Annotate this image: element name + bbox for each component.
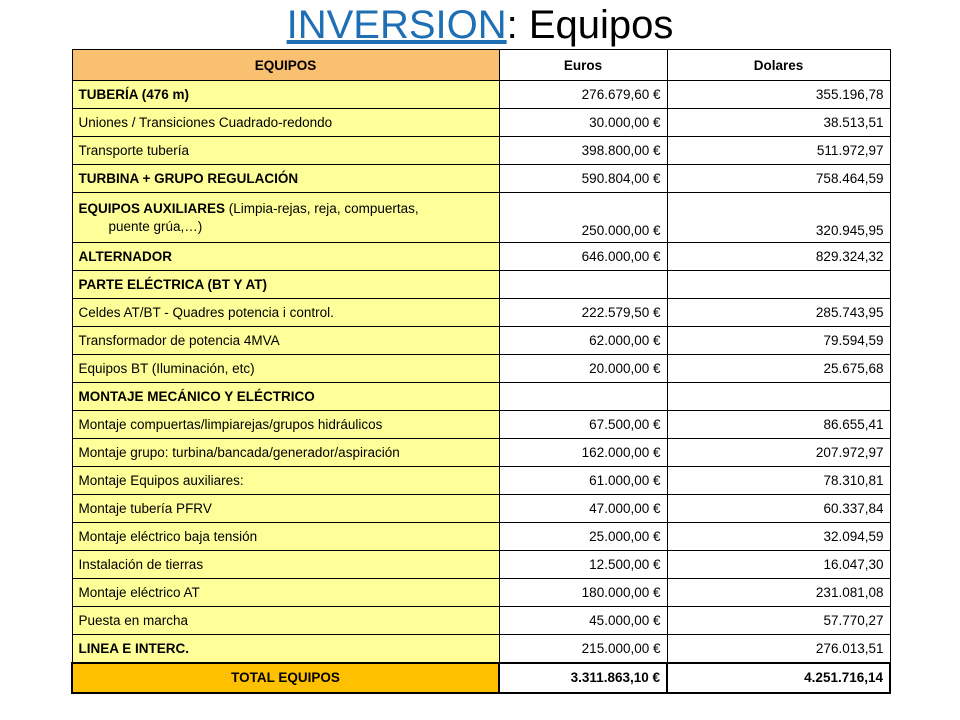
- row-euros: 20.000,00 €: [499, 355, 667, 383]
- row-label: Montaje grupo: turbina/bancada/generador/aspiración: [72, 439, 499, 467]
- row-label: Uniones / Transiciones Cuadrado-redondo: [72, 109, 499, 137]
- row-euros: [499, 383, 667, 411]
- header-euros: Euros: [499, 50, 667, 81]
- row-euros: [499, 271, 667, 299]
- table-row: [72, 165, 890, 193]
- row-euros: 276.679,60 €: [499, 81, 667, 109]
- row-euros: 45.000,00 €: [499, 607, 667, 635]
- row-label: PARTE ELÉCTRICA (BT Y AT): [72, 271, 499, 299]
- row-dolares: 38.513,51: [667, 109, 890, 137]
- row-label: [72, 193, 499, 243]
- table-row: [72, 355, 890, 383]
- row-euros: 590.804,00 €: [499, 165, 667, 193]
- table-row: [72, 495, 890, 523]
- page-title-rest: : Equipos: [506, 3, 674, 47]
- row-label: Montaje compuertas/limpiarejas/grupos hidráulicos: [72, 411, 499, 439]
- row-euros: 250.000,00 €: [499, 193, 667, 243]
- row-euros: 62.000,00 €: [499, 327, 667, 355]
- row-euros: 222.579,50 €: [499, 299, 667, 327]
- header-equipos: EQUIPOS: [72, 50, 499, 81]
- row-dolares: 285.743,95: [667, 299, 890, 327]
- row-dolares: 25.675,68: [667, 355, 890, 383]
- page-title: [0, 2, 960, 48]
- header-dolares: Dolares: [667, 50, 890, 81]
- row-label: TURBINA + GRUPO REGULACIÓN: [72, 165, 499, 193]
- row-euros: 25.000,00 €: [499, 523, 667, 551]
- table-row: [72, 299, 890, 327]
- row-euros: 12.500,00 €: [499, 551, 667, 579]
- row-euros: 30.000,00 €: [499, 109, 667, 137]
- row-label: Celdes AT/BT - Quadres potencia i control.: [72, 299, 499, 327]
- row-label: Instalación de tierras: [72, 551, 499, 579]
- row-dolares: [667, 383, 890, 411]
- total-row: [72, 663, 890, 693]
- row-dolares: 16.047,30: [667, 551, 890, 579]
- table-row: [72, 523, 890, 551]
- row-dolares: 511.972,97: [667, 137, 890, 165]
- row-label: Montaje Equipos auxiliares:: [72, 467, 499, 495]
- row-label: Transporte tubería: [72, 137, 499, 165]
- total-dolares: 4.251.716,14: [667, 663, 890, 693]
- row-dolares: 79.594,59: [667, 327, 890, 355]
- row-label: MONTAJE MECÁNICO Y ELÉCTRICO: [72, 383, 499, 411]
- row-label: Montaje eléctrico baja tensión: [72, 523, 499, 551]
- table-row: [72, 243, 890, 271]
- table-row: [72, 635, 890, 663]
- table-row: [72, 109, 890, 137]
- table-row: [72, 383, 890, 411]
- row-label: LINEA E INTERC.: [72, 635, 499, 663]
- row-dolares: 276.013,51: [667, 635, 890, 663]
- row-dolares: 829.324,32: [667, 243, 890, 271]
- row-euros: 47.000,00 €: [499, 495, 667, 523]
- row-dolares: 60.337,84: [667, 495, 890, 523]
- table-row: [72, 137, 890, 165]
- table-row: [72, 439, 890, 467]
- row-dolares: 758.464,59: [667, 165, 890, 193]
- row-label: Montaje tubería PFRV: [72, 495, 499, 523]
- row-euros: 180.000,00 €: [499, 579, 667, 607]
- row-label: Equipos BT (Iluminación, etc): [72, 355, 499, 383]
- row-dolares: 86.655,41: [667, 411, 890, 439]
- row-euros: 67.500,00 €: [499, 411, 667, 439]
- row-dolares: 231.081,08: [667, 579, 890, 607]
- row-dolares: 207.972,97: [667, 439, 890, 467]
- table-row: [72, 327, 890, 355]
- equipos-table: [71, 49, 891, 694]
- table-row: [72, 579, 890, 607]
- table-row: [72, 467, 890, 495]
- table-row: [72, 411, 890, 439]
- row-dolares: 78.310,81: [667, 467, 890, 495]
- row-label: Puesta en marcha: [72, 607, 499, 635]
- inversion-link[interactable]: INVERSION: [286, 3, 507, 47]
- row-label: ALTERNADOR: [72, 243, 499, 271]
- table-row: [72, 551, 890, 579]
- row-label-detail: (Limpia-rejas, reja, compuertas,: [225, 200, 419, 216]
- row-label-detail-continued: puente grúa,…): [108, 218, 203, 234]
- row-euros: 215.000,00 €: [499, 635, 667, 663]
- table-row: [72, 607, 890, 635]
- row-label-bold: EQUIPOS AUXILIARES: [78, 200, 226, 216]
- row-euros: 646.000,00 €: [499, 243, 667, 271]
- row-dolares: [667, 271, 890, 299]
- row-dolares: 32.094,59: [667, 523, 890, 551]
- total-label: TOTAL EQUIPOS: [72, 663, 499, 693]
- row-euros: 162.000,00 €: [499, 439, 667, 467]
- total-euros: 3.311.863,10 €: [499, 663, 667, 693]
- row-label: Transformador de potencia 4MVA: [72, 327, 499, 355]
- row-label: Montaje eléctrico AT: [72, 579, 499, 607]
- table-row: [72, 81, 890, 109]
- row-dolares: 320.945,95: [667, 193, 890, 243]
- row-euros: 61.000,00 €: [499, 467, 667, 495]
- row-label: TUBERÍA (476 m): [72, 81, 499, 109]
- table-row: [72, 271, 890, 299]
- row-dolares: 355.196,78: [667, 81, 890, 109]
- row-euros: 398.800,00 €: [499, 137, 667, 165]
- table-row: [72, 193, 890, 243]
- table-header-row: [72, 50, 890, 81]
- row-dolares: 57.770,27: [667, 607, 890, 635]
